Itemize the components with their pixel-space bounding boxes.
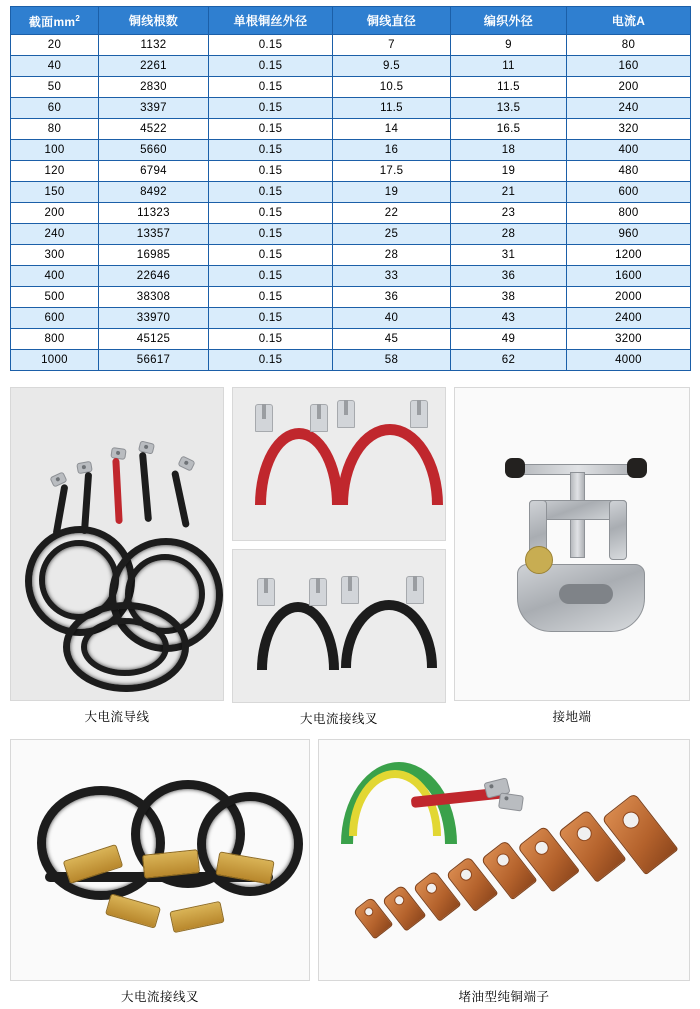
cell-strand-diameter: 0.15 (209, 224, 333, 245)
cell-current: 1200 (567, 245, 691, 266)
cell-current: 80 (567, 35, 691, 56)
cell-strands: 4522 (99, 119, 209, 140)
cell-wire-diameter: 9.5 (333, 56, 451, 77)
cell-wire-diameter: 58 (333, 350, 451, 371)
cell-strand-diameter: 0.15 (209, 308, 333, 329)
cell-current: 400 (567, 140, 691, 161)
caption-copper-terminal: 堵油型纯铜端子 (458, 990, 550, 1004)
cell-strand-diameter: 0.15 (209, 245, 333, 266)
caption-high-current-fork: 大电流接线叉 (299, 712, 378, 726)
cell-braid-diameter: 16.5 (451, 119, 567, 140)
cell-section: 20 (11, 35, 99, 56)
cell-strands: 2261 (99, 56, 209, 77)
cell-wire-diameter: 11.5 (333, 98, 451, 119)
cell-section: 50 (11, 77, 99, 98)
cell-current: 480 (567, 161, 691, 182)
cell-current: 320 (567, 119, 691, 140)
cell-strands: 6794 (99, 161, 209, 182)
table-header-cell-wire-diameter: 铜线直径 (333, 7, 451, 35)
cell-braid-diameter: 19 (451, 161, 567, 182)
cell-strands: 56617 (99, 350, 209, 371)
table-row (11, 161, 691, 182)
cell-wire-diameter: 22 (333, 203, 451, 224)
gallery-cell-copper-terminal (318, 739, 690, 1009)
cell-strands: 11323 (99, 203, 209, 224)
cell-wire-diameter: 17.5 (333, 161, 451, 182)
cell-strands: 8492 (99, 182, 209, 203)
gallery-cell-clip-cable (10, 739, 310, 1009)
cell-wire-diameter: 25 (333, 224, 451, 245)
cell-section: 120 (11, 161, 99, 182)
cell-strands: 38308 (99, 287, 209, 308)
cell-braid-diameter: 9 (451, 35, 567, 56)
cell-wire-diameter: 40 (333, 308, 451, 329)
cell-current: 600 (567, 182, 691, 203)
cell-section: 80 (11, 119, 99, 140)
cell-section: 100 (11, 140, 99, 161)
cell-strand-diameter: 0.15 (209, 140, 333, 161)
cell-current: 160 (567, 56, 691, 77)
cell-strands: 5660 (99, 140, 209, 161)
cell-wire-diameter: 28 (333, 245, 451, 266)
cell-section: 240 (11, 224, 99, 245)
cell-braid-diameter: 43 (451, 308, 567, 329)
cell-section: 200 (11, 203, 99, 224)
table-header-cell-strands: 铜线根数 (99, 7, 209, 35)
cell-strand-diameter: 0.15 (209, 182, 333, 203)
cell-section: 60 (11, 98, 99, 119)
caption-high-current-cable: 大电流导线 (84, 710, 150, 724)
cell-current: 2000 (567, 287, 691, 308)
table-row (11, 182, 691, 203)
cell-strands: 3397 (99, 98, 209, 119)
photo-high-current-cable (10, 387, 224, 701)
cell-strand-diameter: 0.15 (209, 161, 333, 182)
cell-braid-diameter: 36 (451, 266, 567, 287)
cell-braid-diameter: 31 (451, 245, 567, 266)
cell-section: 1000 (11, 350, 99, 371)
cell-strands: 13357 (99, 224, 209, 245)
product-gallery (10, 387, 690, 1009)
cell-current: 960 (567, 224, 691, 245)
table-row (11, 140, 691, 161)
cell-wire-diameter: 45 (333, 329, 451, 350)
cell-strand-diameter: 0.15 (209, 35, 333, 56)
cell-strand-diameter: 0.15 (209, 98, 333, 119)
specification-table (10, 6, 691, 371)
cell-strands: 33970 (99, 308, 209, 329)
cell-current: 800 (567, 203, 691, 224)
table-row (11, 329, 691, 350)
cell-wire-diameter: 36 (333, 287, 451, 308)
photo-clip-cable (10, 739, 310, 981)
cell-section: 40 (11, 56, 99, 77)
cell-strand-diameter: 0.15 (209, 329, 333, 350)
gallery-cell-high-current-cable (10, 387, 224, 731)
cell-wire-diameter: 10.5 (333, 77, 451, 98)
cell-wire-diameter: 33 (333, 266, 451, 287)
caption-clip-cable: 大电流接线叉 (120, 990, 199, 1004)
cell-strands: 22646 (99, 266, 209, 287)
cell-strand-diameter: 0.15 (209, 77, 333, 98)
table-row (11, 266, 691, 287)
cell-strands: 16985 (99, 245, 209, 266)
table-row (11, 287, 691, 308)
photo-copper-terminal (318, 739, 690, 981)
cell-braid-diameter: 23 (451, 203, 567, 224)
cell-wire-diameter: 19 (333, 182, 451, 203)
cell-current: 200 (567, 77, 691, 98)
cell-section: 400 (11, 266, 99, 287)
cell-braid-diameter: 62 (451, 350, 567, 371)
table-header-cell-section: 截面$mm^2$ (11, 7, 99, 35)
table-row (11, 98, 691, 119)
cell-strands: 45125 (99, 329, 209, 350)
cell-current: 3200 (567, 329, 691, 350)
table-header-cell-braid-diameter: 编织外径 (451, 7, 567, 35)
table-row (11, 119, 691, 140)
cell-current: 4000 (567, 350, 691, 371)
cell-strands: 2830 (99, 77, 209, 98)
table-row (11, 56, 691, 77)
table-row (11, 245, 691, 266)
cell-current: 1600 (567, 266, 691, 287)
cell-braid-diameter: 38 (451, 287, 567, 308)
table-header-cell-strand-diameter: 单根铜丝外径 (209, 7, 333, 35)
photo-ground-terminal (454, 387, 690, 701)
cell-wire-diameter: 14 (333, 119, 451, 140)
cell-strand-diameter: 0.15 (209, 266, 333, 287)
cell-section: 150 (11, 182, 99, 203)
cell-section: 600 (11, 308, 99, 329)
table-row (11, 203, 691, 224)
gallery-cell-high-current-fork (232, 387, 446, 731)
photo-fork-connector-black (232, 549, 446, 703)
table-row (11, 35, 691, 56)
cell-section: 300 (11, 245, 99, 266)
cell-strand-diameter: 0.15 (209, 350, 333, 371)
table-body (11, 35, 691, 371)
cell-braid-diameter: 11.5 (451, 77, 567, 98)
table-row (11, 224, 691, 245)
cell-strand-diameter: 0.15 (209, 203, 333, 224)
cell-braid-diameter: 18 (451, 140, 567, 161)
table-header-cell-current: 电流A (567, 7, 691, 35)
cell-braid-diameter: 21 (451, 182, 567, 203)
gallery-cell-ground-terminal (454, 387, 690, 731)
cell-current: 240 (567, 98, 691, 119)
caption-ground-terminal: 接地端 (552, 710, 592, 724)
table-row (11, 308, 691, 329)
cell-wire-diameter: 7 (333, 35, 451, 56)
cell-strand-diameter: 0.15 (209, 56, 333, 77)
table-row (11, 77, 691, 98)
cell-strand-diameter: 0.15 (209, 119, 333, 140)
cell-section: 500 (11, 287, 99, 308)
photo-fork-connector-red (232, 387, 446, 541)
cell-braid-diameter: 49 (451, 329, 567, 350)
table-row (11, 350, 691, 371)
table-header-row (11, 7, 691, 35)
gallery-row-1 (10, 387, 690, 731)
cell-current: 2400 (567, 308, 691, 329)
table-header (11, 7, 691, 35)
cell-braid-diameter: 11 (451, 56, 567, 77)
cell-section: 800 (11, 329, 99, 350)
gallery-row-2 (10, 739, 690, 1009)
cell-strand-diameter: 0.15 (209, 287, 333, 308)
cell-wire-diameter: 16 (333, 140, 451, 161)
cell-braid-diameter: 13.5 (451, 98, 567, 119)
cell-strands: 1132 (99, 35, 209, 56)
cell-braid-diameter: 28 (451, 224, 567, 245)
